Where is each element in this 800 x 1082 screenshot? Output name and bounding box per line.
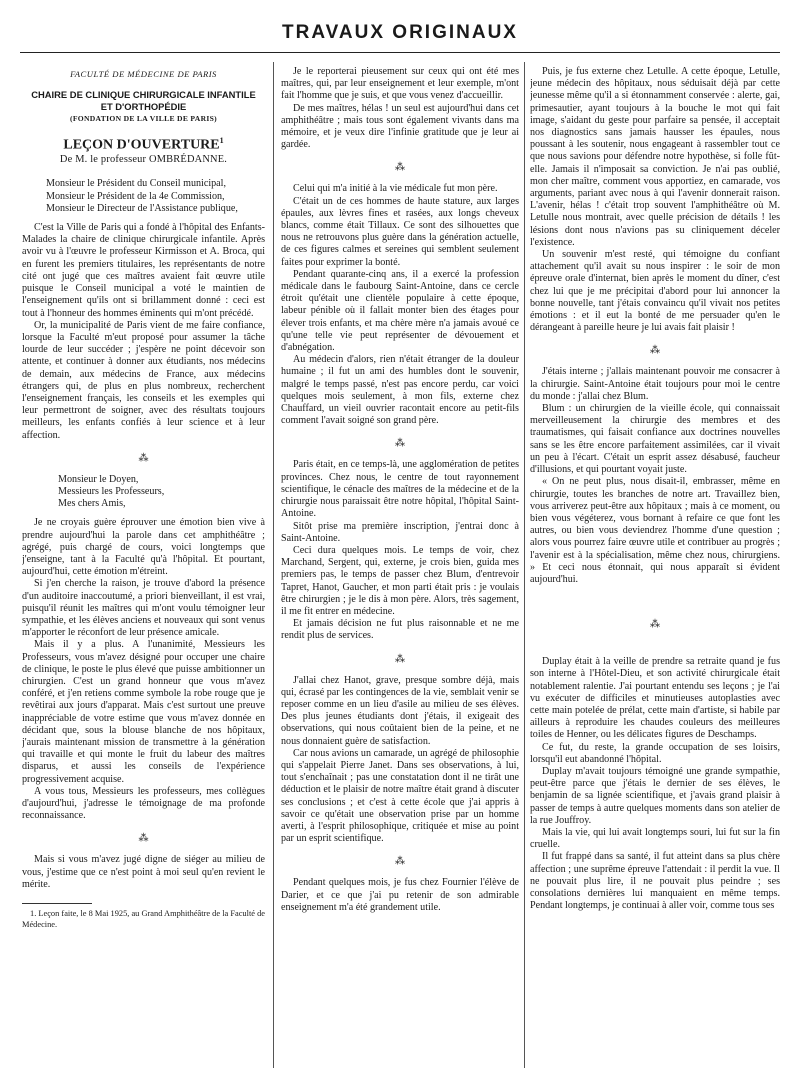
paragraph: Mais si vous m'avez jugé digne de siéger au milieu de vous, j'estime que ce n'est point à moi seul qu'en revient le mérite. bbox=[22, 854, 265, 890]
paragraph: Blum : un chirurgien de la vieille école, qui connaissait merveilleusement la chirurgie des membres et des traumatismes, qui faisait confiance aux doctrines nouvelles sans se les être encore parfaitement assimilées, car il vivait un peu à l'écart. C'était un esprit assez désabusé, faucheur d'illusions, et qui pourtant voyait juste. bbox=[530, 403, 780, 476]
section-ornament: ⁂ bbox=[395, 856, 405, 868]
page-header bbox=[20, 22, 780, 56]
salutation-line: Monsieur le Directeur de l'Assistance publique, bbox=[46, 202, 238, 214]
foundation-line: (FONDATION DE LA VILLE DE PARIS) bbox=[70, 114, 217, 124]
paragraph: Mais la vie, qui lui avait longtemps souri, lui fut sur la fin cruelle. bbox=[530, 826, 780, 851]
salutation-line: Monsieur le Président du Conseil municipal, bbox=[46, 178, 226, 190]
paragraph: J'étais interne ; j'allais maintenant pouvoir me consacrer à la chirurgie. Saint-Antoine était toujours pour moi le centre du monde : j'allai chez Blum. bbox=[530, 366, 780, 402]
section-ornament: ⁂ bbox=[650, 619, 660, 631]
paragraph: Pendant quelques mois, je fus chez Fournier l'élève de Darier, et ce que j'ai pu retenir de son admirable enseignement m'a été grandement utile. bbox=[281, 877, 519, 913]
footnote-marker: 1 bbox=[219, 136, 224, 146]
section-ornament: ⁂ bbox=[138, 452, 149, 464]
paragraph: Ce fut, du reste, la grande occupation de ses loisirs, lorsqu'il eut abandonné l'hôpital. bbox=[530, 741, 780, 765]
paragraph: Si j'en cherche la raison, je trouve d'abord la présence d'un auditoire inaccoutumé, a priori bienveillant, il est vrai, puisqu'il réunit les maîtres qui m'ont voulu témoigner leur sympathie, et les élèves anciens et nouveaux qui sont venus m'apporter le réconfort de leur présence amicale. bbox=[22, 578, 265, 639]
paragraph: Celui qui m'a initié à la vie médicale fut mon père. bbox=[293, 183, 498, 195]
chair-title-line-1: CHAIRE DE CLINIQUE CHIRURGICALE INFANTILE bbox=[31, 89, 256, 101]
header-rule bbox=[20, 52, 780, 53]
chair-title-line-2: ET D'ORTHOPÉDIE bbox=[100, 101, 187, 113]
column-1 bbox=[22, 66, 265, 1070]
salutation-line: Mes chers Amis, bbox=[58, 498, 126, 510]
column-divider bbox=[524, 62, 525, 1068]
salutation-line: Monsieur le Doyen, bbox=[58, 473, 139, 485]
column-3 bbox=[530, 66, 780, 1070]
paragraph: Or, la municipalité de Paris vient de me faire confiance, lorsque la Faculté m'eut proposé pour assumer la tâche lourde de leur succéder ; j'espère ne point décevoir son attente, et continuer à donner aux étudiants, nos médecins de demain, aux médecins de France, aux médecins étrangers qui, de plus en plus nombreux, recherchent l'enseignement français, les conseils et les exemples qui leur permettront de soigner, avec des résultats toujours meilleurs, les enfants confiés à leur science et à leur affection. bbox=[22, 319, 265, 441]
column-2 bbox=[281, 66, 519, 1070]
paragraph: C'est la Ville de Paris qui a fondé à l'hôpital des Enfants-Malades la chaire de clinique chirurgicale infantile. Après avoir vu à l'œuvre le professeur Kirmisson et A. Broca, qui en furent les premiers titulaires, les représentants de notre cité ont jugé que ces maîtres avaient fait œuvre utile puisque le Conseil municipal a voté le maintien de l'enseignement qu'ils ont si brillamment donné : ceci est tout à l'honneur des hommes éminents qui m'ont précédé. bbox=[22, 222, 265, 319]
footnote: 1. Leçon faite, le 8 Mai 1925, au Grand Amphithéâtre de la Faculté de Médecine. bbox=[22, 909, 265, 929]
paragraph: Mais il y a plus. A l'unanimité, Messieurs les Professeurs, vous m'avez désigné pour occuper une chaire de clinique, le poste le plus élevé que puisse ambitionner un chirurgien. C'est un grand honneur que vous m'avez conféré, et j'en retiens comme symbole la robe rouge que je revêtirai aux jours d'apparat. Mais c'est surtout une preuve inappréciable de votre estime que vous m'avez donnée en décidant que, sous la blouse blanche de nos hôpitaux, j'aurais maintenant mission de transmettre à la génération qui travaille et qui monte le fruit du labeur des maîtres disparus, et aussi les conseils de l'expérience progressivement acquise. bbox=[22, 639, 265, 785]
paragraph: J'allai chez Hanot, grave, presque sombre déjà, mais qui, écrasé par les contingences de la vie, semblait venir se reposer comme en un lieu d'asile au milieu de ses élèves. Des plus jeunes étudiants dont j'étais, il exigeait des observations, qui nous coûtaient bien de la peine, et ne nous donnaient guère de satisfaction. bbox=[281, 674, 519, 747]
section-ornament: ⁂ bbox=[138, 833, 149, 845]
section-ornament: ⁂ bbox=[395, 653, 405, 665]
paragraph: Duplay était à la veille de prendre sa retraite quand je fus son interne à l'Hôtel-Dieu, et son activité chirurgicale était notablement ralentie. J'ai pourtant entendu ses leçons ; je l'ai vu exécuter de difficiles et minutieuses autoplasties avec cette main potelée de prélat, cette main d'artiste, si habile par ailleurs à reproduire les chaudes couleurs des meilleures toiles de Henner, ou les délicates figures de Deschamps. bbox=[530, 656, 780, 741]
paragraph: Puis, je fus externe chez Letulle. A cette époque, Letulle, jeune médecin des hôpitaux, nous séduisait déjà par cette jeunesse même qu'il a si étonnamment conservée : alerte, gai, primesautier, ayant toujours à la bouche le mot qui fait image, s'aidant du geste pour parfaire sa pensée, il acceptait nos diagnostics sans jamais hausser les épaules, nous poussant à les soutenir, nous engageant à rassembler tout ce que nous savions pour défendre notre hypothèse, si folle fût-elle. Jamais il n'imposait sa conviction. Je n'ai pas oublié, mon cher maître, comment vous apportiez, en camarade, vos arguments, pariant avec nous à qui l'avenir donnerait raison. L'avenir, hélas ! c'était trop souvent l'amphithéâtre où M. Letulle nous montrait, avec quelle précision de détails ! les lésions dont nous n'avions pas su cliniquement déceler l'existence. bbox=[530, 66, 780, 248]
salutation bbox=[22, 178, 265, 215]
section-title: TRAVAUX ORIGINAUX bbox=[282, 22, 518, 43]
paragraph: Ceci dura quelques mois. Le temps de voir, chez Marchand, Sergent, qui, externe, je crois bien, guida mes premiers pas, le temps de passer chez Blum, d'entrevoir Tapret, Hanot, Gaucher, et mon parti était pris : je voulais être chirurgien ; je le dis à mon père. Alors, très sagement, il me fit entrer en médecine. bbox=[281, 544, 519, 617]
paragraph: Il fut frappé dans sa santé, il fut atteint dans sa plus chère affection ; une suprême épreuve l'attendait : il perdit la vue. Il ne pouvait plus lire, il ne pouvait plus peindre ; ses consolations dernières lui manquaient en même temps. Pendant longtemps, je continuai à aller voir, comme tous ses bbox=[530, 851, 780, 912]
paragraph: C'était un de ces hommes de haute stature, aux larges épaules, aux lèvres fines et rasées, aux longs cheveux blancs, comme était Tillaux. Ce sont des silhouettes que nous ne retrouvons plus guère dans la génération actuelle, de ces figures calmes et sereines qui semblent seulement faites pour exprimer la bonté. bbox=[281, 195, 519, 268]
professor-line: De M. le professeur OMBRÉDANNE. bbox=[59, 154, 228, 166]
footnote-rule bbox=[22, 903, 92, 904]
salutation-line: Monsieur le Président de la 4e Commission, bbox=[46, 190, 225, 202]
paragraph: Un souvenir m'est resté, qui témoigne du confiant attachement qu'il avait su nous inspirer : le soir de mon épreuve orale d'internat, bien après le moment du dîner, c'est chez lui que je me précipitai d'abord pour lui annoncer la bonne nouvelle, tant j'étais convaincu qu'il vivait nos petites émotions : et il eut la bonté de me persuader qu'en le dérangeant à pareille heure je lui avais fait plaisir ! bbox=[530, 249, 780, 334]
salutation-line: Messieurs les Professeurs, bbox=[58, 485, 165, 497]
paragraph: Je le reporterai pieusement sur ceux qui ont été mes maîtres, qui, par leur enseignement et leur exemple, m'ont fait l'homme que je suis, et que vous venez d'accueillir. bbox=[281, 66, 519, 102]
paragraph: Car nous avions un camarade, un agrégé de philosophie qui s'appelait Pierre Janet. Dans ses observations, à lui, tout s'enchaînait ; pas une constatation dont il ne tirât une déduction et le plaisir de notre maître était grand à discuter ses conclusions ; et c'est à cette école que j'ai appris à savoir ce qu'était une observation prise par un homme averti, à l'esprit philosophique, critiquée et mise au point par un esprit scientifique. bbox=[281, 747, 519, 845]
section-ornament: ⁂ bbox=[395, 438, 405, 450]
paragraph: Et jamais décision ne fut plus raisonnable et ne me rendit plus de services. bbox=[281, 618, 519, 642]
column-divider bbox=[273, 62, 274, 1068]
paragraph: « On ne peut plus, nous disait-il, embrasser, même en chirurgie, toutes les branches de notre art. Travaillez bien, vous arriverez peut-être aux hôpitaux ; mais à ce moment, ou bien vous végéterez, vous bornant à refaire ce que font les autres, ou bien vous deviendrez l'homme d'une question ; alors vous pourrez faire œuvre utile et contribuer au progrès ; l'avenir est à la spécialisation, même chez nous, chirurgiens. » Et ceci nous étonnait, qui nous apparaît si évident aujourd'hui. bbox=[530, 476, 780, 585]
lecture-title-text: LEÇON D'OUVERTURE bbox=[63, 138, 220, 154]
section-ornament: ⁂ bbox=[650, 345, 660, 357]
faculty-line: FACULTÉ DE MÉDECINE DE PARIS bbox=[70, 69, 217, 79]
lecture-title bbox=[22, 135, 265, 152]
salutation bbox=[22, 474, 265, 511]
section-ornament: ⁂ bbox=[395, 162, 405, 174]
paragraph: Pendant quarante-cinq ans, il a exercé la profession médicale dans le faubourg Saint-Antoine, dans ce cercle étroit qu'était une clientèle populaire à cette époque, labeur pénible où il fallait monter bien des étages pour élever trois enfants, et ma chère mère n'a jamais avoué ce qu'une telle vie peut représenter de dévouement et d'abnégation. bbox=[281, 268, 519, 354]
paragraph: Je ne croyais guère éprouver une émotion bien vive à prendre aujourd'hui la parole dans cet amphithéâtre ; agrégé, puis chargé de cours, voici longtemps que j'enseigne, tant à la Faculté qu'à l'hôpital. Et pourtant, aujourd'hui, cette émotion m'étreint. bbox=[22, 517, 265, 578]
paragraph: A vous tous, Messieurs les professeurs, mes collègues d'aujourd'hui, j'adresse le témoignage de ma profonde reconnaissance. bbox=[22, 785, 265, 822]
paragraph: Sitôt prise ma première inscription, j'entrai donc à Saint-Antoine. bbox=[281, 520, 519, 544]
paragraph: Au médecin d'alors, rien n'était étranger de la douleur humaine ; il fut un ami des humbles dont le souvenir, malgré le temps passé, n'est pas encore perdu, car voici quelques mois seulement, à mon fils, externe chez Chauffard, un vieil ouvrier racontait encore au petit-fils comment l'avait soigné son grand père. bbox=[281, 354, 519, 427]
paragraph: Duplay m'avait toujours témoigné une grande sympathie, peut-être parce que j'étais le dernier de ses élèves, le benjamin de sa lignée scientifique, et j'avais grand plaisir à passer de temps à autre quelques moments dans son atelier de la rue Jouffroy. bbox=[530, 765, 780, 826]
paragraph: De mes maîtres, hélas ! un seul est aujourd'hui dans cet amphithéâtre ; mais tous sont également vivants dans ma mémoire, et je veux dire l'infinie gratitude que je leur ai gardée. bbox=[281, 102, 519, 151]
paragraph: Paris était, en ce temps-là, une agglomération de petites provinces. Chez nous, le centre de tout rayonnement scientifique, le cénacle des maîtres de la médecine et de la chirurgie nous paraissait être notre hôpital, l'hôpital Saint-Antoine. bbox=[281, 459, 519, 520]
